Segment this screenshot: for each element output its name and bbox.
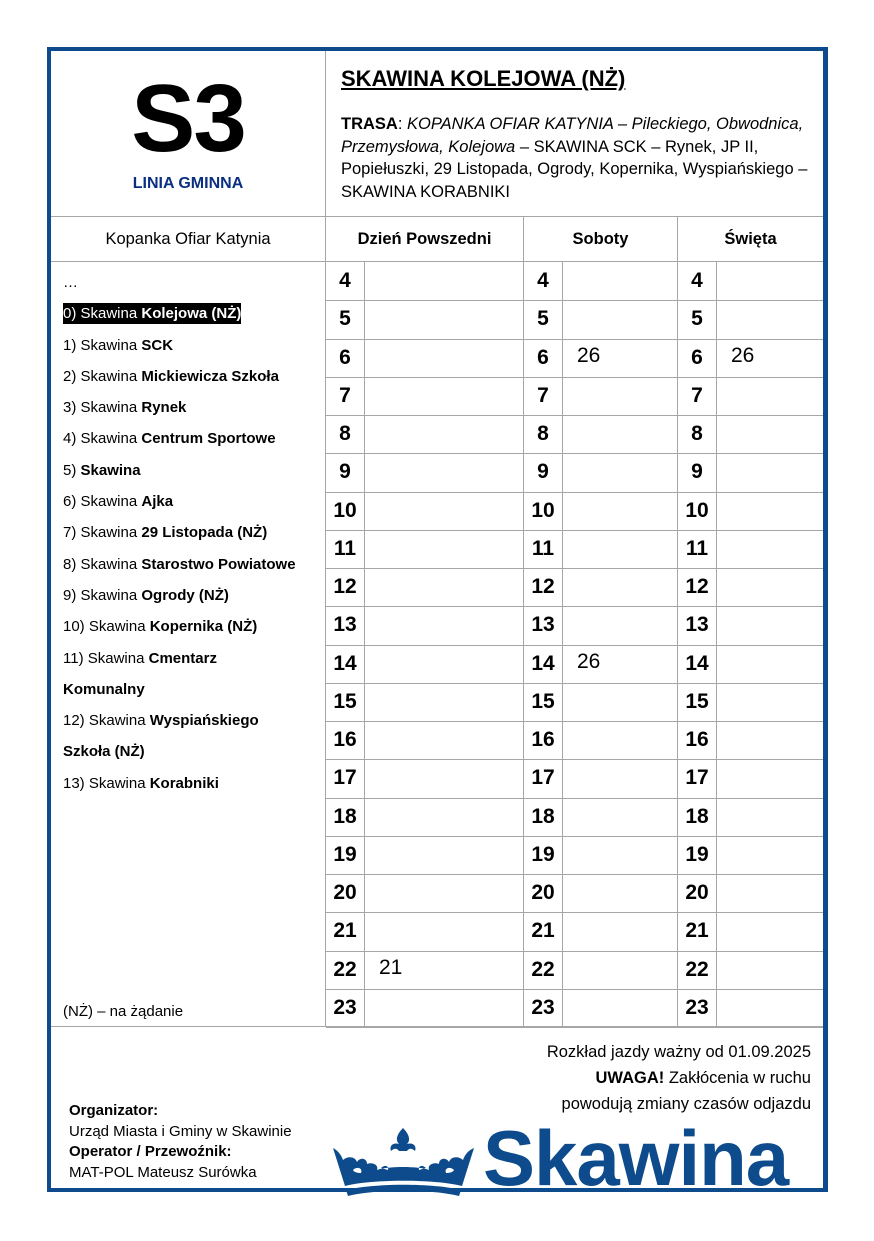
divider bbox=[326, 912, 823, 913]
stop-prefix: 2) Skawina bbox=[63, 367, 142, 385]
stop-item bbox=[63, 523, 333, 554]
stop-item bbox=[63, 273, 333, 304]
stop-text bbox=[63, 681, 145, 698]
line-number-block bbox=[51, 51, 325, 216]
divider bbox=[326, 568, 823, 569]
current-stop bbox=[63, 304, 333, 335]
hour-cell: 22 bbox=[333, 958, 357, 981]
stop-name: Rynek bbox=[141, 399, 187, 417]
hour-cell: 21 bbox=[333, 919, 357, 942]
organizer-value: Urząd Miasta i Gminy w Skawinie bbox=[69, 1122, 292, 1140]
stop-prefix: 7) Skawina bbox=[63, 524, 142, 542]
validity-date: Rozkład jazdy ważny od 01.09.2025 bbox=[546, 1043, 811, 1061]
stop-prefix: 10) Skawina bbox=[63, 618, 150, 636]
hour-cell: 15 bbox=[685, 690, 709, 713]
stop-item bbox=[63, 398, 333, 429]
stop-name: Komunalny bbox=[63, 680, 145, 698]
hour-cell: 4 bbox=[339, 269, 351, 292]
stop-text bbox=[63, 462, 141, 479]
divider bbox=[326, 989, 823, 990]
stop-name: Kopernika (NŻ) bbox=[149, 618, 258, 636]
line-number: S3 bbox=[131, 65, 245, 172]
hour-cell: 20 bbox=[531, 881, 555, 904]
hour-cell: 14 bbox=[531, 652, 555, 675]
hour-cell: 6 bbox=[339, 346, 351, 369]
divider bbox=[326, 798, 823, 799]
stop-text bbox=[63, 493, 173, 510]
stop-item bbox=[63, 680, 333, 711]
stop-item bbox=[63, 461, 333, 492]
stop-text bbox=[63, 399, 186, 416]
hour-cell: 12 bbox=[333, 575, 357, 598]
stop-text bbox=[63, 587, 229, 604]
validity-notice bbox=[547, 1039, 811, 1117]
stop-prefix: 9) Skawina bbox=[63, 586, 142, 604]
stop-prefix: 12) Skawina bbox=[63, 712, 150, 730]
stop-name: Starostwo Powiatowe bbox=[141, 555, 296, 573]
stop-text bbox=[63, 303, 241, 324]
hour-cell: 12 bbox=[531, 575, 555, 598]
route-description: TRASA: KOPANKA OFIAR KATYNIA – Pileckiego, Obwodnica, Przemysłowa, Kolejowa – SKAWINA SCK – Rynek, JP II, Popiełuszki, 29 Listopada, Ogrody, Kopernika, Wyspiańskiego – SKAWINA KORABNIKI bbox=[341, 115, 808, 201]
divider bbox=[326, 874, 823, 875]
stop-name: Korabniki bbox=[149, 774, 219, 792]
column-saturday: Soboty bbox=[572, 230, 629, 248]
stop-item bbox=[63, 586, 333, 617]
hour-cell: 5 bbox=[339, 307, 351, 330]
stop-prefix: 0) Skawina bbox=[63, 305, 142, 323]
stop-item bbox=[63, 617, 333, 648]
stop-prefix: 6) Skawina bbox=[63, 493, 142, 511]
hour-cell: 17 bbox=[531, 766, 555, 789]
stop-name: Skawina bbox=[80, 461, 141, 479]
hour-cell: 9 bbox=[339, 460, 351, 483]
stop-text bbox=[63, 524, 267, 541]
stop-prefix: 4) Skawina bbox=[63, 430, 142, 448]
hour-cell: 17 bbox=[685, 766, 709, 789]
stop-item bbox=[63, 492, 333, 523]
stop-name: Szkoła (NŻ) bbox=[63, 743, 145, 761]
hour-cell: 7 bbox=[691, 384, 703, 407]
organizer-block bbox=[69, 1101, 292, 1183]
stop-text bbox=[63, 368, 279, 385]
stop-name: Mickiewicza Szkoła bbox=[141, 367, 279, 385]
stop-prefix: … bbox=[63, 274, 78, 291]
stop-name: Cmentarz bbox=[148, 649, 217, 667]
minutes-cell: 26 bbox=[731, 344, 755, 367]
direction-from: Kopanka Ofiar Katynia bbox=[105, 230, 271, 248]
stop-text bbox=[63, 430, 276, 447]
divider bbox=[326, 1027, 823, 1028]
minutes-cell: 21 bbox=[379, 956, 403, 979]
stop-name: Kolejowa (NŻ) bbox=[141, 305, 242, 323]
hour-cell: 5 bbox=[537, 307, 549, 330]
hour-cell: 23 bbox=[685, 996, 709, 1019]
divider bbox=[326, 683, 823, 684]
hour-cell: 18 bbox=[531, 805, 555, 828]
stop-prefix: 11) Skawina bbox=[63, 649, 149, 667]
legend: (NŻ) – na żądanie bbox=[63, 1003, 184, 1020]
divider bbox=[326, 721, 823, 722]
stop-list bbox=[63, 273, 333, 805]
divider bbox=[326, 415, 823, 416]
skawina-logo bbox=[331, 1114, 831, 1202]
hour-cell: 6 bbox=[691, 346, 703, 369]
hour-cell: 11 bbox=[333, 537, 357, 560]
divider bbox=[326, 645, 823, 646]
logo-text: Skawina bbox=[483, 1114, 789, 1202]
hour-cell: 4 bbox=[691, 269, 703, 292]
divider bbox=[326, 492, 823, 493]
divider bbox=[51, 1026, 823, 1027]
stop-name: Ajka bbox=[141, 493, 174, 511]
minutes-cell: 26 bbox=[577, 344, 601, 367]
stop-item bbox=[63, 649, 333, 680]
route-label: TRASA bbox=[341, 115, 398, 133]
column-weekday: Dzień Powszedni bbox=[357, 230, 492, 248]
stop-prefix: 3) Skawina bbox=[63, 399, 142, 417]
hour-cell: 7 bbox=[537, 384, 549, 407]
hour-cell: 15 bbox=[531, 690, 555, 713]
route-italic: KOPANKA OFIAR KATYNIA – Pileckiego, Obwodnica, Przemysłowa, Kolejowa bbox=[341, 115, 804, 156]
hour-cell: 9 bbox=[537, 460, 549, 483]
stop-name: Ogrody (NŻ) bbox=[141, 586, 229, 604]
hour-cell: 22 bbox=[685, 958, 709, 981]
hour-cell: 12 bbox=[685, 575, 709, 598]
route-plain: – SKAWINA SCK – Rynek, JP II, Popiełuszki, 29 Listopada, Ogrody, Kopernika, Wyspiańskiego – SKAWINA KORABNIKI bbox=[341, 137, 808, 201]
hour-cell: 8 bbox=[537, 422, 549, 445]
stop-item bbox=[63, 429, 333, 460]
hour-cell: 14 bbox=[685, 652, 709, 675]
hour-cell: 9 bbox=[691, 460, 703, 483]
stop-item bbox=[63, 367, 333, 398]
stop-prefix: 5) bbox=[63, 461, 81, 479]
divider bbox=[326, 836, 823, 837]
divider bbox=[326, 453, 823, 454]
hour-cell: 13 bbox=[333, 613, 357, 636]
hour-cell: 16 bbox=[531, 728, 555, 751]
stop-item bbox=[63, 742, 333, 773]
hour-cell: 8 bbox=[339, 422, 351, 445]
hour-cell: 20 bbox=[333, 881, 357, 904]
stop-text bbox=[63, 650, 217, 667]
hour-cell: 23 bbox=[333, 996, 357, 1019]
warning-label: UWAGA! bbox=[595, 1069, 665, 1087]
divider bbox=[326, 530, 823, 531]
hour-cell: 11 bbox=[531, 537, 555, 560]
hour-cell: 16 bbox=[333, 728, 357, 751]
hour-cell: 6 bbox=[537, 346, 549, 369]
divider bbox=[326, 606, 823, 607]
hour-cell: 16 bbox=[685, 728, 709, 751]
hour-cell: 14 bbox=[333, 652, 357, 675]
stop-prefix: 13) Skawina bbox=[63, 774, 150, 792]
hour-cell: 21 bbox=[685, 919, 709, 942]
warning bbox=[547, 1065, 811, 1091]
hour-cell: 19 bbox=[531, 843, 555, 866]
operator-label: Operator / Przewoźnik: bbox=[69, 1143, 232, 1160]
hour-cell: 23 bbox=[531, 996, 555, 1019]
hour-cell: 21 bbox=[531, 919, 555, 942]
hour-cell: 10 bbox=[685, 499, 709, 522]
stop-title: SKAWINA KOLEJOWA (NŻ) bbox=[341, 66, 626, 91]
hour-cell: 10 bbox=[333, 499, 357, 522]
operator-value: MAT-POL Mateusz Surówka bbox=[69, 1163, 257, 1181]
minutes-cell: 26 bbox=[577, 650, 601, 673]
stop-item bbox=[63, 555, 333, 586]
stop-item bbox=[63, 336, 333, 367]
hour-cell: 22 bbox=[531, 958, 555, 981]
stop-text bbox=[63, 274, 78, 291]
stop-name: 29 Listopada (NŻ) bbox=[141, 524, 268, 542]
hour-cell: 18 bbox=[685, 805, 709, 828]
hour-cell: 5 bbox=[691, 307, 703, 330]
column-holiday: Święta bbox=[724, 230, 777, 248]
stop-text bbox=[63, 743, 145, 760]
divider bbox=[326, 377, 823, 378]
hour-cell: 17 bbox=[333, 766, 357, 789]
hour-cell: 19 bbox=[333, 843, 357, 866]
stop-item bbox=[63, 774, 333, 805]
hour-cell: 13 bbox=[685, 613, 709, 636]
stop-name: Centrum Sportowe bbox=[141, 430, 276, 448]
hour-cell: 13 bbox=[531, 613, 555, 636]
stop-text bbox=[63, 618, 257, 635]
stop-text bbox=[63, 556, 296, 573]
hour-cell: 7 bbox=[339, 384, 351, 407]
hour-cell: 18 bbox=[333, 805, 357, 828]
stop-name: SCK bbox=[141, 336, 174, 354]
hour-cell: 15 bbox=[333, 690, 357, 713]
warning-text-2: powodują zmiany czasów odjazdu bbox=[561, 1095, 811, 1113]
hour-cell: 20 bbox=[685, 881, 709, 904]
stop-text bbox=[63, 712, 259, 729]
hour-cell: 19 bbox=[685, 843, 709, 866]
warning-text: Zakłócenia w ruchu bbox=[664, 1069, 811, 1087]
stop-text bbox=[63, 775, 219, 792]
hour-cell: 11 bbox=[685, 537, 709, 560]
stop-prefix: 1) Skawina bbox=[63, 336, 142, 354]
hour-cell: 8 bbox=[691, 422, 703, 445]
hour-cell: 4 bbox=[537, 269, 549, 292]
timetable-frame bbox=[47, 47, 828, 1202]
stop-text bbox=[63, 337, 173, 354]
crown-icon bbox=[331, 1126, 476, 1196]
organizer-label: Organizator: bbox=[69, 1102, 159, 1119]
hour-cell: 10 bbox=[531, 499, 555, 522]
stop-prefix: 8) Skawina bbox=[63, 555, 142, 573]
stop-name: Wyspiańskiego bbox=[149, 712, 259, 730]
divider bbox=[326, 759, 823, 760]
stop-item bbox=[63, 711, 333, 742]
divider bbox=[326, 300, 823, 301]
line-type: LINIA GMINNA bbox=[132, 175, 244, 192]
